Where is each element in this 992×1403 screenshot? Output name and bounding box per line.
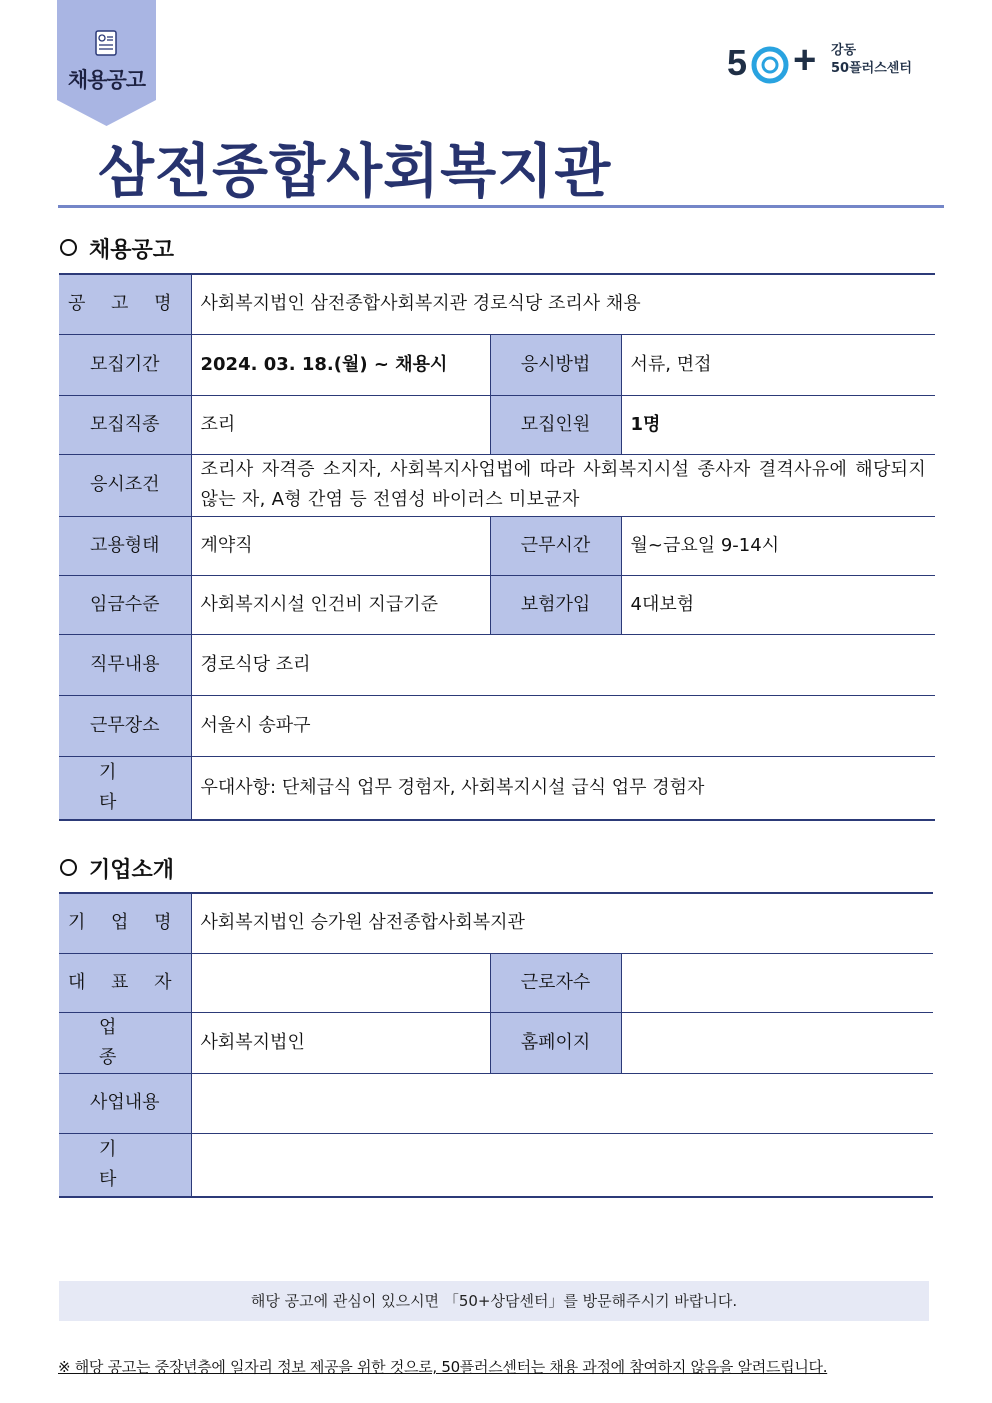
- logo-five: 5: [727, 42, 748, 83]
- circle-bullet-icon: [60, 239, 77, 256]
- logo-text: [831, 42, 912, 78]
- company-etc-label: 기 타: [59, 1133, 191, 1197]
- location-label: 근무장소: [59, 695, 191, 756]
- company-name-label: 기 업 명: [59, 893, 191, 953]
- insurance-value: 4대보험: [621, 575, 935, 634]
- table-row: [59, 516, 935, 575]
- recruit-table: [59, 273, 935, 821]
- table-row: [59, 893, 933, 953]
- duty-label: 직무내용: [59, 634, 191, 695]
- disclaimer-footnote: ※ 해당 공고는 중장년층에 일자리 정보 제공을 위한 것으로, 50플러스센터는 채용 과정에 참여하지 않음을 알려드립니다.: [58, 1358, 828, 1376]
- company-heading-text: 기업소개: [89, 858, 175, 883]
- recruit-heading-text: 채용공고: [89, 238, 175, 263]
- table-row: [59, 1073, 933, 1133]
- document-icon: [90, 28, 122, 58]
- page-title: 삼전종합사회복지관: [98, 137, 612, 205]
- industry-value: 사회복지법인: [191, 1012, 490, 1073]
- hours-value: 월~금요일 9-14시: [621, 516, 935, 575]
- condition-value: 조리사 자격증 소지자, 사회복지사업법에 따라 사회복지시설 종사자 결격사유에 해당되지 않는 자, A형 간염 등 전염성 바이러스 미보균자: [191, 454, 935, 516]
- post-name-label: 공 고 명: [59, 274, 191, 334]
- business-label: 사업내용: [59, 1073, 191, 1133]
- method-value: 서류, 면접: [621, 334, 935, 395]
- homepage-value: [621, 1012, 933, 1073]
- company-table: [59, 892, 933, 1198]
- recruit-badge: [57, 0, 156, 126]
- business-value: [191, 1073, 933, 1133]
- visit-notice: 해당 공고에 관심이 있으시면 「50+상담센터」를 방문해주시기 바랍니다.: [59, 1281, 929, 1321]
- logo-ring-icon: [750, 45, 790, 85]
- logo-line1: 강동: [831, 43, 857, 58]
- title-divider: [58, 205, 944, 208]
- table-row: [59, 1012, 933, 1073]
- hours-label: 근무시간: [490, 516, 621, 575]
- table-row: [59, 953, 933, 1012]
- job-label: 모집직종: [59, 395, 191, 454]
- company-name-value: 사회복지법인 승가원 삼전종합사회복지관: [191, 893, 933, 953]
- table-row: [59, 695, 935, 756]
- table-row: [59, 454, 935, 516]
- period-label: 모집기간: [59, 334, 191, 395]
- employment-label: 고용형태: [59, 516, 191, 575]
- location-value: 서울시 송파구: [191, 695, 935, 756]
- ribbon-shape: [57, 0, 156, 126]
- period-value: 2024. 03. 18.(월) ~ 채용시: [191, 334, 490, 395]
- insurance-label: 보험가입: [490, 575, 621, 634]
- table-row: [59, 1133, 933, 1197]
- logo-plus: +: [793, 38, 817, 82]
- table-row: [59, 756, 935, 820]
- method-label: 응시방법: [490, 334, 621, 395]
- etc-value: 우대사항: 단체급식 업무 경험자, 사회복지시설 급식 업무 경험자: [191, 756, 935, 820]
- etc-label: 기 타: [59, 756, 191, 820]
- badge-label: 채용공고: [67, 68, 146, 92]
- wage-label: 임금수준: [59, 575, 191, 634]
- wage-value: 사회복지시설 인건비 지급기준: [191, 575, 490, 634]
- center-logo: [727, 40, 927, 86]
- headcount-value: 1명: [621, 395, 935, 454]
- company-etc-value: [191, 1133, 933, 1197]
- workers-label: 근로자수: [490, 953, 621, 1012]
- post-name-value: 사회복지법인 삼전종합사회복지관 경로식당 조리사 채용: [191, 274, 935, 334]
- workers-value: [621, 953, 933, 1012]
- recruit-section-heading: [60, 233, 174, 264]
- table-row: [59, 274, 935, 334]
- duty-value: 경로식당 조리: [191, 634, 935, 695]
- industry-label: 업 종: [59, 1012, 191, 1073]
- ceo-label: 대 표 자: [59, 953, 191, 1012]
- employment-value: 계약직: [191, 516, 490, 575]
- logo-line2: 50플러스센터: [831, 61, 912, 76]
- job-value: 조리: [191, 395, 490, 454]
- circle-bullet-icon: [60, 859, 77, 876]
- company-section-heading: [60, 853, 174, 884]
- ceo-value: [191, 953, 490, 1012]
- table-row: [59, 575, 935, 634]
- table-row: [59, 334, 935, 395]
- homepage-label: 홈페이지: [490, 1012, 621, 1073]
- table-row: [59, 634, 935, 695]
- headcount-label: 모집인원: [490, 395, 621, 454]
- table-row: [59, 395, 935, 454]
- condition-label: 응시조건: [59, 454, 191, 516]
